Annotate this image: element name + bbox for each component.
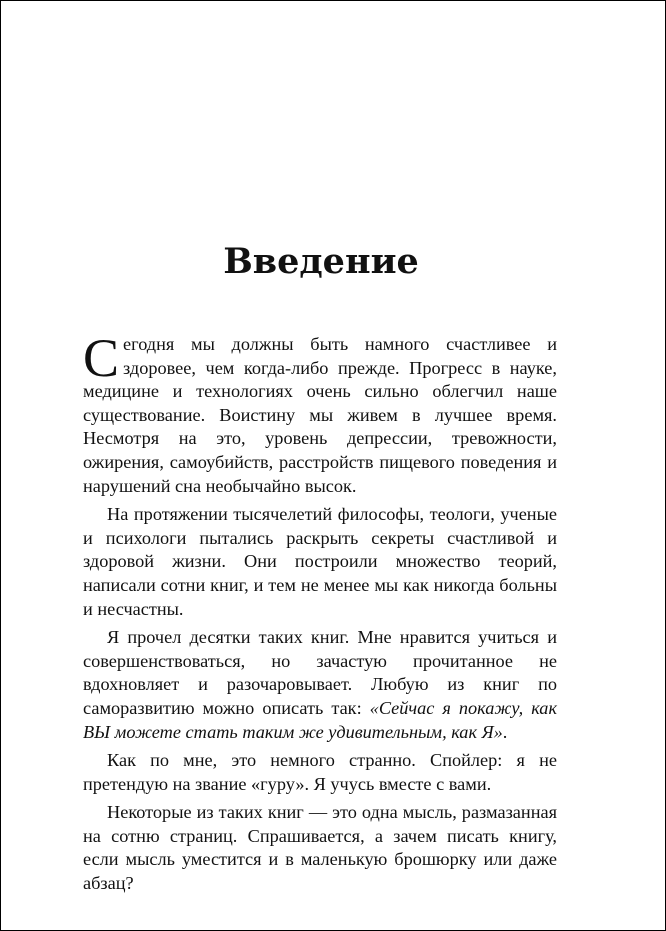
paragraph-text: егодня мы должны быть намного счастливее и здоровее, чем когда-либо прежде. Прогресс в науке, медицине и технологиях очень сильно облегчил наше существование. Воистину мы живем в лучшее время. Несмотря на это, уровень депрессии, тревожности, ожирения, самоубийств, расстройств пищевого поведения и нарушений сна необычайно высок. — [83, 334, 557, 496]
paragraph-text: Некоторые из таких книг — это одна мысль, размазанная на сотню страниц. Спрашивается, а зачем писать книгу, если мысль уместится и в маленькую брошюрку или даже абзац? — [83, 802, 557, 894]
paragraph-3 — [83, 626, 557, 744]
paragraph-end: . — [502, 721, 508, 742]
paragraph-text: Как по мне, это немного странно. Спойлер: я не претендую на звание «гуру». Я учусь вместе с вами. — [83, 750, 557, 794]
chapter-title: Введение — [223, 241, 419, 282]
paragraph-2 — [83, 503, 557, 621]
paragraph-text: На протяжении тысячелетий философы, теологи, ученые и психологи пытались раскрыть секреты счастливой и здоровой жизни. Они построили множество теорий, написали сотни книг, и тем не менее мы как никогда больны и несчастны. — [83, 504, 557, 619]
paragraph-4 — [83, 749, 557, 796]
paragraph-1 — [83, 328, 557, 498]
paragraph-text: Я прочел десятки таких книг. Мне нравится учиться и совершенствоваться, но зачастую прочитанное не вдохновляет и разочаровывает. Любую из книг по саморазвитию можно описать так: — [83, 627, 557, 718]
drop-cap: С — [83, 328, 120, 388]
italic-quote: «Сейчас я покажу, как ВЫ можете стать таким же удивительным, как Я» — [83, 697, 558, 742]
paragraph-5 — [83, 801, 557, 895]
chapter-body — [83, 328, 558, 901]
